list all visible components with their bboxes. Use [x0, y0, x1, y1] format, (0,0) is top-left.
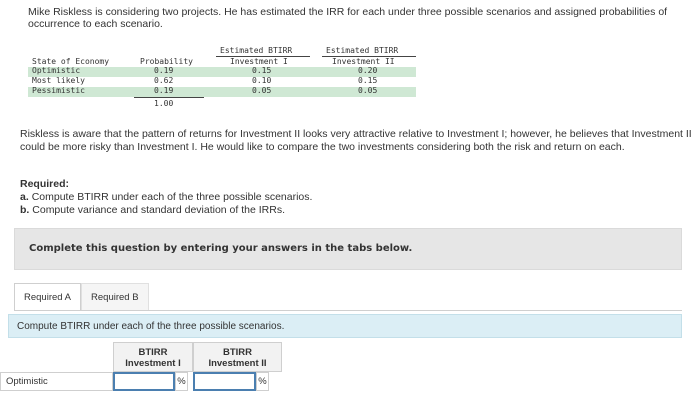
required-item-a: [20, 191, 312, 204]
row2-inv1: 0.10: [252, 76, 272, 85]
row3-inv1: 0.05: [252, 86, 272, 95]
answer-col1-header: [113, 342, 193, 372]
required-b-label: b.: [20, 204, 30, 216]
answer-col2-header: [193, 342, 282, 372]
row3-inv2: 0.05: [358, 86, 378, 95]
answer-row-label: Optimistic: [0, 372, 113, 391]
header-inv1-line1: Estimated BTIRR: [220, 46, 293, 55]
answer-table: [0, 342, 282, 401]
answer-col1-line1: BTIRR: [138, 347, 168, 358]
percent-unit-inv1: %: [175, 372, 188, 391]
probability-total: 1.00: [154, 99, 174, 108]
row2-inv2: 0.15: [358, 76, 378, 85]
header-inv1-line2: Investment I: [230, 57, 288, 66]
row2-state: Most likely: [32, 76, 85, 85]
required-a-text: Compute BTIRR under each of the three possible scenarios.: [31, 191, 313, 203]
row3-state: Pessimistic: [32, 86, 85, 95]
answer-col1-line2: Investment I: [125, 358, 181, 369]
answer-col2-line1: BTIRR: [222, 347, 253, 358]
btirr-inv1-input-box[interactable]: [113, 372, 175, 391]
instructions-banner: [14, 228, 682, 270]
required-a-label: a.: [20, 191, 29, 203]
required-section: [20, 178, 312, 217]
task-instruction: [8, 314, 682, 338]
answer-row-optimistic: [0, 372, 282, 391]
tab-divider: [14, 310, 682, 311]
risk-paragraph: Riskless is aware that the pattern of returns for Investment II looks very attractive relative to Investment I; however, he believes that Investment II could be more risky than Investment I. He would like to compare the two investments considering both the risk and return on each.: [20, 128, 692, 153]
row1-state: Optimistic: [32, 66, 81, 75]
tab-required-a[interactable]: Required A: [14, 283, 81, 311]
required-item-b: [20, 204, 312, 217]
question-tabs: [14, 283, 149, 311]
banner-text: Complete this question by entering your answers in the tabs below.: [29, 243, 413, 254]
answer-col2-line2: Investment II: [208, 358, 267, 369]
required-b-text: Compute variance and standard deviation of the IRRs.: [32, 204, 285, 216]
header-inv2-line2: Investment II: [332, 57, 395, 66]
row1-inv1: 0.15: [252, 66, 272, 75]
total-rule: [134, 97, 204, 98]
instruction-text: Compute BTIRR under each of the three possible scenarios.: [17, 321, 285, 332]
btirr-inv2-input-box[interactable]: [193, 372, 256, 391]
row2-probability: 0.62: [154, 76, 174, 85]
tab-required-b[interactable]: Required B: [81, 283, 149, 311]
row1-probability: 0.19: [154, 66, 174, 75]
problem-intro: Mike Riskless is considering two projects. He has estimated the IRR for each under three possible scenarios and assigned probabilities of occurrence to each scenario.: [28, 6, 668, 30]
required-heading: Required:: [20, 178, 70, 190]
btirr-inv2-input[interactable]: [195, 377, 254, 392]
btirr-inv1-input[interactable]: [115, 377, 173, 392]
row3-probability: 0.19: [154, 86, 174, 95]
header-inv2-line1: Estimated BTIRR: [326, 46, 399, 55]
row1-inv2: 0.20: [358, 66, 378, 75]
header-probability: Probability: [140, 57, 193, 66]
header-state: State of Economy: [32, 57, 110, 66]
percent-unit-inv2: %: [256, 372, 269, 391]
